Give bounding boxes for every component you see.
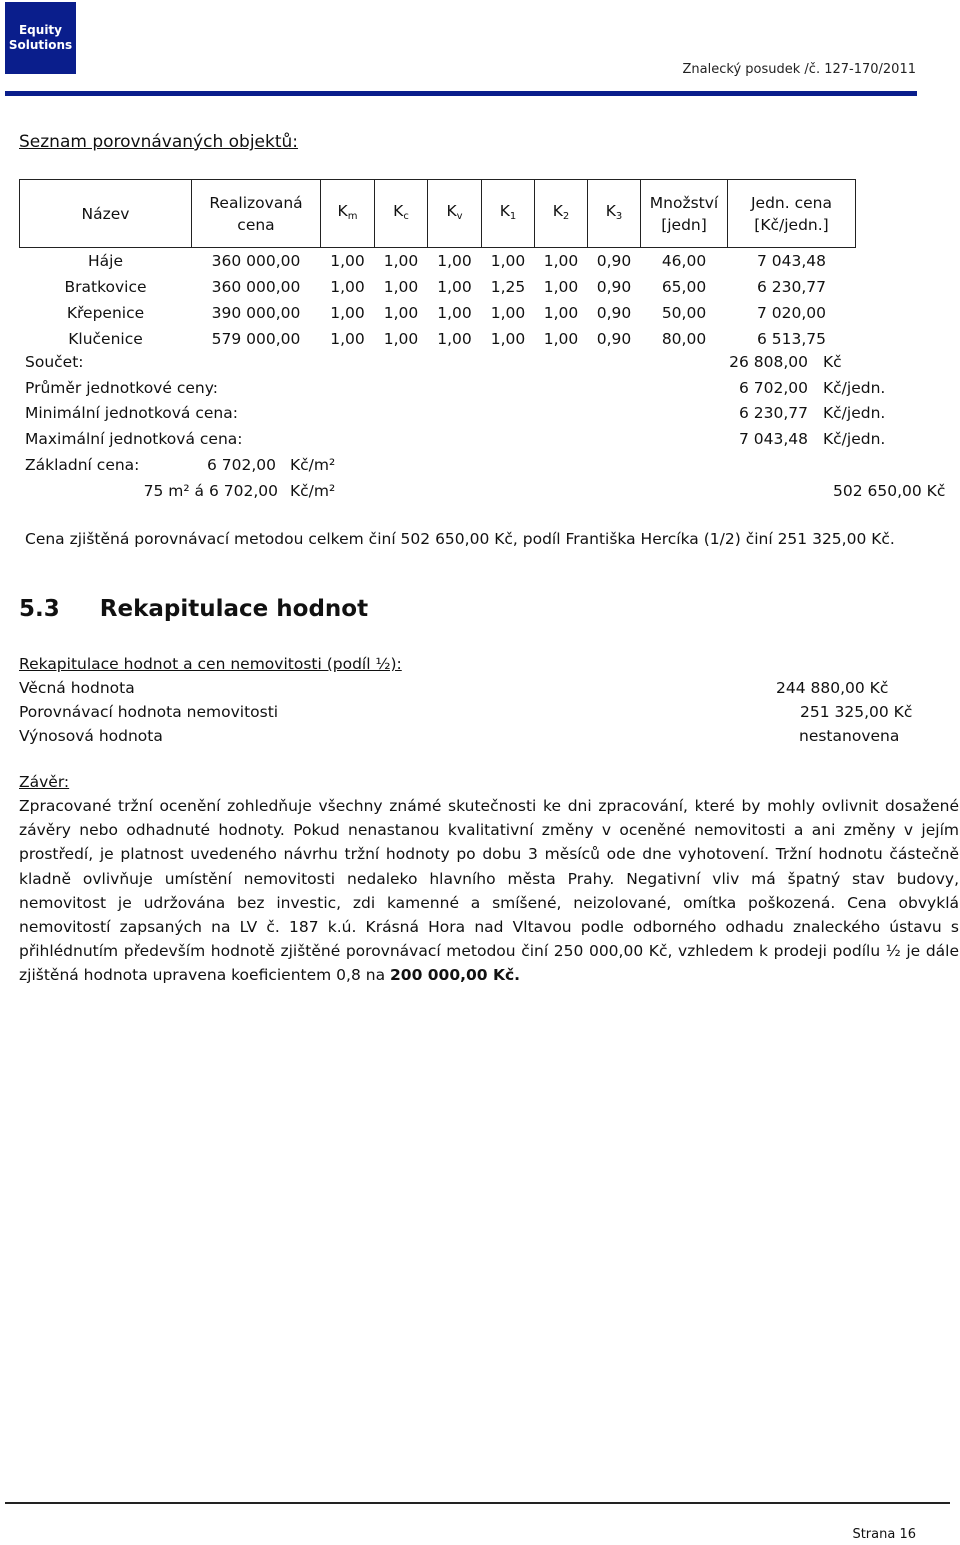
cell-km: 1,00 (330, 252, 365, 270)
comparison-table (19, 179, 856, 352)
cell-quantity: 65,00 (661, 278, 707, 296)
base-price-value: 6 702,00 (207, 456, 277, 474)
col-unit-price: Jedn. cena [Kč/jedn.] (728, 180, 856, 248)
recap-item-label: Výnosová hodnota (19, 727, 163, 745)
cell-unit-price: 7 043,48 (756, 252, 827, 270)
recap-subheading: Rekapitulace hodnot a cen nemovitosti (podíl ½): (19, 655, 402, 673)
recap-item-value: 251 325,00 Kč (800, 703, 913, 721)
base-price-label: Základní cena: (25, 456, 140, 474)
cell-kc: 1,00 (383, 330, 419, 348)
table-row (20, 274, 856, 300)
cell-price: 360 000,00 (211, 278, 301, 296)
comparison-heading: Seznam porovnávaných objektů: (19, 132, 299, 152)
logo-line-2: Solutions (8, 38, 73, 52)
cell-name: Háje (88, 252, 123, 270)
col-name: Název (20, 180, 192, 248)
avg-unit: Kč/jedn. (823, 379, 886, 397)
calc-unit: Kč/m² (290, 482, 336, 500)
table-header-row (20, 180, 856, 248)
cell-km: 1,00 (330, 330, 365, 348)
cell-km: 1,00 (330, 304, 365, 322)
cell-km: 1,00 (330, 278, 365, 296)
cell-k1: 1,00 (490, 304, 526, 322)
max-value: 7 043,48 (738, 430, 808, 448)
col-k1: $K_1$ (482, 180, 535, 248)
cell-kc: 1,00 (383, 304, 419, 322)
cell-k2: 1,00 (543, 304, 579, 322)
min-unit: Kč/jedn. (823, 404, 886, 422)
sum-label: Součet: (25, 353, 84, 371)
col-km: $K_m$ (321, 180, 375, 248)
cell-kv: 1,00 (437, 330, 472, 348)
cell-unit-price: 6 230,77 (756, 278, 827, 296)
col-kv: $K_v$ (428, 180, 482, 248)
cell-k1: 1,00 (490, 252, 526, 270)
document-title: Znalecký posudek /č. 127-170/2011 (682, 62, 916, 77)
cell-quantity: 50,00 (661, 304, 707, 322)
cell-quantity: 80,00 (661, 330, 707, 348)
cell-kc: 1,00 (383, 278, 419, 296)
cell-price: 360 000,00 (211, 252, 301, 270)
sum-unit: Kč (823, 353, 842, 371)
conclusion-paragraph: Zpracované tržní ocenění zohledňuje všechny známé skutečnosti ke dni zpracování, které by mohly ovlivnit dosažené závěry nebo odhadnuté hodnoty. Pokud nenastanou kvalitativní změny v oceněné nemovitosti a ani změny v jejím prostředí, je platnost uvedeného návrhu tržní hodnoty po dobu 3 měsíců ode dne vyhotovení. Tržní hodnotu částečně kladně ovlivňuje umístění nemovitosti nedaleko hlavního města Prahy. Negativní vliv má špatný stav budovy, nemovitost je udržována bez investic, zdi kamenné a smíšené, neizolované, omítka poškozená. Cena obvyklá nemovitostí zapsaných na LV č. 187 k.ú. Krásná Hora nad Vltavou podle odborného odhadu znaleckého ústavu s přihlédnutím především hodnotě zjištěné porovnávací metodou činí 250 000,00 Kč, vzhledem k prodeji podílu ½ je dále zjištěná hodnota upravena koeficientem 0,8 na (19, 797, 959, 985)
recap-item-value: 244 880,00 Kč (776, 679, 889, 697)
header-divider (5, 91, 917, 96)
conclusion-final-value: 200 000,00 Kč. (390, 966, 521, 985)
table-row (20, 326, 856, 352)
cell-k3: 0,90 (596, 278, 632, 296)
col-k2: $K_2$ (535, 180, 588, 248)
calc-total: 502 650,00 Kč (833, 482, 946, 500)
cell-kv: 1,00 (437, 252, 472, 270)
recap-item-value: nestanovena (799, 727, 900, 745)
sum-value: 26 808,00 (729, 353, 808, 371)
max-unit: Kč/jedn. (823, 430, 886, 448)
cell-name: Křepenice (66, 304, 145, 322)
cell-name: Klučenice (68, 330, 143, 348)
avg-label: Průměr jednotkové ceny: (25, 379, 218, 397)
footer-divider (5, 1502, 950, 1504)
company-logo (5, 2, 76, 74)
min-value: 6 230,77 (738, 404, 808, 422)
table-row (20, 300, 856, 326)
cell-unit-price: 6 513,75 (756, 330, 827, 348)
cell-k3: 0,90 (596, 330, 632, 348)
cell-k1: 1,25 (490, 278, 526, 296)
col-price: Realizovaná cena (192, 180, 321, 248)
calc-text: 75 m² á 6 702,00 (143, 482, 278, 500)
recap-item-label: Věcná hodnota (19, 679, 135, 697)
col-quantity: Množství [jedn] (641, 180, 728, 248)
cell-name: Bratkovice (64, 278, 147, 296)
cell-kv: 1,00 (437, 304, 472, 322)
cell-kv: 1,00 (437, 278, 472, 296)
recap-heading: 5.3 Rekapitulace hodnot (19, 596, 369, 622)
col-k3: $K_3$ (588, 180, 641, 248)
base-price-unit: Kč/m² (290, 456, 336, 474)
cell-k3: 0,90 (596, 304, 632, 322)
cell-k3: 0,90 (596, 252, 632, 270)
cell-price: 579 000,00 (211, 330, 301, 348)
cell-unit-price: 7 020,00 (756, 304, 827, 322)
result-sentence: Cena zjištěná porovnávací metodou celkem činí 502 650,00 Kč, podíl Františka Hercíka (1/2) činí 251 325,00 Kč. (25, 530, 895, 548)
conclusion-text (19, 794, 959, 988)
conclusion-label: Závěr: (19, 773, 70, 791)
min-label: Minimální jednotková cena: (25, 404, 238, 422)
recap-item-label: Porovnávací hodnota nemovitosti (19, 703, 279, 721)
cell-kc: 1,00 (383, 252, 419, 270)
table-row (20, 248, 856, 275)
page-number: Strana 16 (852, 1527, 916, 1542)
cell-k2: 1,00 (543, 278, 579, 296)
cell-k1: 1,00 (490, 330, 526, 348)
col-kc: $K_c$ (375, 180, 428, 248)
cell-quantity: 46,00 (661, 252, 707, 270)
cell-k2: 1,00 (543, 252, 579, 270)
logo-line-1: Equity (18, 23, 62, 37)
avg-value: 6 702,00 (738, 379, 808, 397)
cell-price: 390 000,00 (211, 304, 301, 322)
max-label: Maximální jednotková cena: (25, 430, 243, 448)
cell-k2: 1,00 (543, 330, 579, 348)
